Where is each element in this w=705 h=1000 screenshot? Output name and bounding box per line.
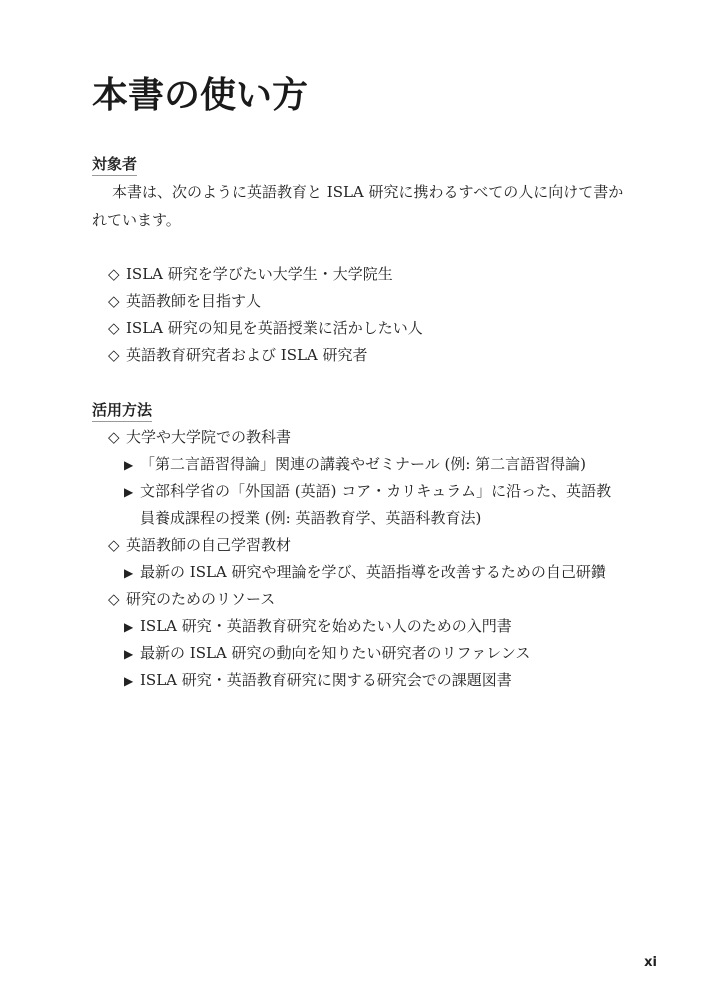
triangle-bullet-icon: ▶ (124, 485, 134, 499)
usage-sub-item (124, 451, 586, 478)
usage-sub-item-label: 「第二言語習得論」関連の講義やゼミナール (例: 第二言語習得論) (140, 455, 586, 473)
triangle-bullet-icon: ▶ (124, 620, 134, 634)
diamond-bullet-icon: ◇ (108, 536, 120, 554)
diamond-bullet-icon: ◇ (108, 319, 120, 337)
usage-sub-item (124, 667, 512, 694)
usage-sub-item (124, 640, 530, 667)
intro-paragraph-line-1: 本書は、次のように英語教育と ISLA 研究に携わるすべての人に向けて書か (112, 183, 624, 201)
usage-sub-item-continuation: 員養成課程の授業 (例: 英語教育学、英語科教育法) (140, 509, 482, 527)
usage-sub-item (124, 613, 512, 640)
triangle-bullet-icon: ▶ (124, 458, 134, 472)
usage-sub-item (124, 478, 611, 505)
target-list-item (108, 288, 261, 314)
triangle-bullet-icon: ▶ (124, 674, 134, 688)
usage-group-item (108, 532, 291, 558)
target-list-item (108, 261, 393, 287)
target-list-item (108, 315, 423, 341)
usage-sub-item-label: 最新の ISLA 研究や理論を学び、英語指導を改善するための自己研鑽 (140, 563, 606, 581)
section-heading-usage: 活用方法 (92, 400, 152, 422)
usage-group-label: 研究のためのリソース (126, 590, 276, 608)
target-list-item-label: 英語教育研究者および ISLA 研究者 (126, 346, 368, 364)
usage-group-label: 英語教師の自己学習教材 (126, 536, 292, 554)
triangle-bullet-icon: ▶ (124, 566, 134, 580)
usage-group-item (108, 586, 275, 612)
usage-sub-item (124, 559, 606, 586)
usage-sub-item-label: ISLA 研究・英語教育研究を始めたい人のための入門書 (140, 617, 512, 635)
section-heading-target: 対象者 (92, 154, 137, 176)
target-list-item-label: 英語教師を目指す人 (126, 292, 262, 310)
diamond-bullet-icon: ◇ (108, 590, 120, 608)
page-number: xi (644, 955, 657, 970)
diamond-bullet-icon: ◇ (108, 265, 120, 283)
usage-sub-item-label: ISLA 研究・英語教育研究に関する研究会での課題図書 (140, 671, 512, 689)
page-title: 本書の使い方 (92, 75, 309, 116)
intro-paragraph-line-2: れています。 (92, 211, 181, 229)
triangle-bullet-icon: ▶ (124, 647, 134, 661)
usage-sub-item-label: 最新の ISLA 研究の動向を知りたい研究者のリファレンス (140, 644, 531, 662)
target-list-item (108, 342, 368, 368)
diamond-bullet-icon: ◇ (108, 346, 120, 364)
target-list-item-label: ISLA 研究を学びたい大学生・大学院生 (126, 265, 393, 283)
usage-group-item (108, 424, 291, 450)
diamond-bullet-icon: ◇ (108, 292, 120, 310)
usage-sub-item-label: 文部科学省の「外国語 (英語) コア・カリキュラム」に沿った、英語教 (140, 482, 612, 500)
usage-group-label: 大学や大学院での教科書 (126, 428, 292, 446)
diamond-bullet-icon: ◇ (108, 428, 120, 446)
target-list-item-label: ISLA 研究の知見を英語授業に活かしたい人 (126, 319, 423, 337)
